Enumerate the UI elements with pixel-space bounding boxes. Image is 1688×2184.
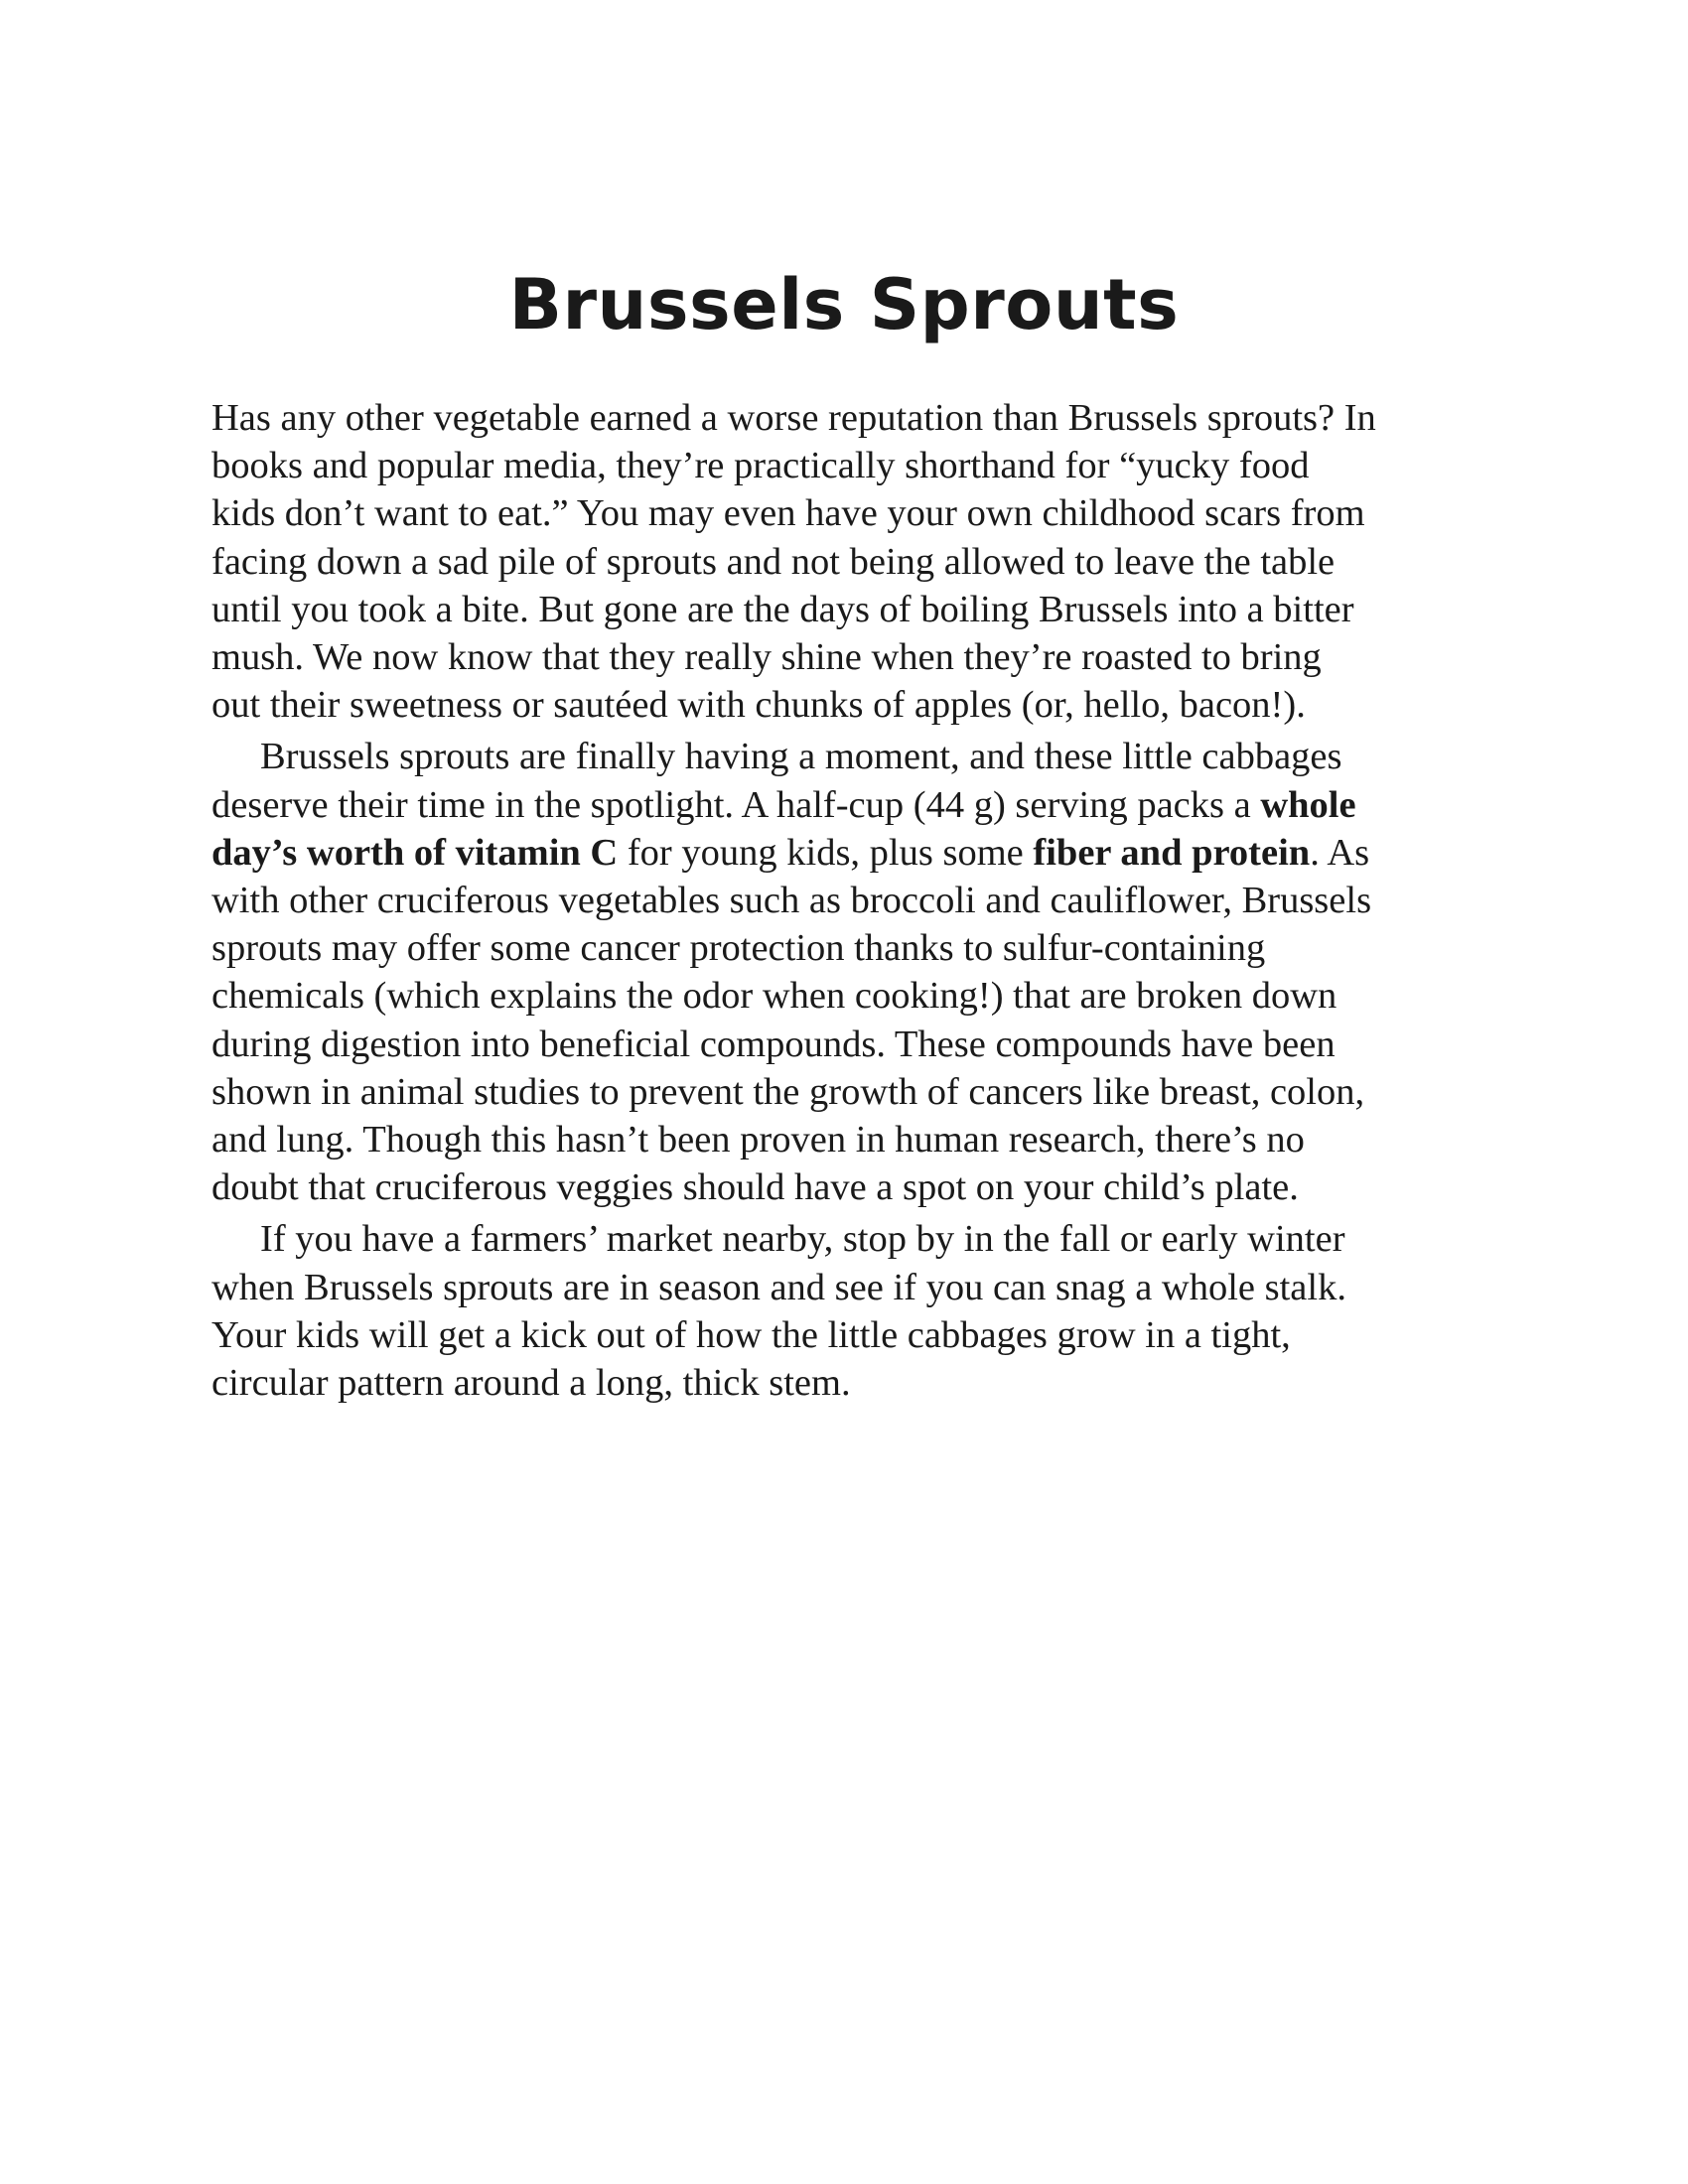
text-line: during digestion into beneficial compounds. These compounds have been: [211, 1023, 1336, 1065]
text-line: chemicals (which explains the odor when cooking!) that are broken down: [211, 975, 1337, 1018]
text-line: books and popular media, they’re practically shorthand for “yucky food: [211, 445, 1310, 487]
article-body: [211, 394, 1484, 1411]
text-line: until you took a bite. But gone are the days of boiling Brussels into a bitter: [211, 588, 1354, 630]
page-title: Brussels Sprouts: [508, 264, 1180, 345]
text-run: deserve their time in the spotlight. A half-cup (44 g) serving packs a: [211, 783, 1261, 826]
text-line: shown in animal studies to prevent the growth of cancers like breast, colon,: [211, 1070, 1365, 1113]
text-run: for young kids, plus some: [618, 831, 1034, 874]
text-line: Brussels sprouts are finally having a moment, and these little cabbages: [260, 736, 1342, 778]
text-line: with other cruciferous vegetables such as broccoli and cauliflower, Brussels: [211, 880, 1372, 922]
text-line: If you have a farmers’ market nearby, stop by in the fall or early winter: [260, 1218, 1345, 1261]
text-line: kids don’t want to eat.” You may even have your own childhood scars from: [211, 492, 1365, 535]
text-line: Has any other vegetable earned a worse reputation than Brussels sprouts? In: [211, 397, 1376, 439]
text-line: doubt that cruciferous veggies should have a spot on your child’s plate.: [211, 1166, 1299, 1209]
text-line: mush. We now know that they really shine when they’re roasted to bring: [211, 636, 1322, 679]
bold-run: whole: [1260, 783, 1356, 826]
paragraph-1: [211, 394, 1484, 729]
text-line: when Brussels sprouts are in season and see if you can snag a whole stalk.: [211, 1266, 1346, 1308]
text-line: Your kids will get a kick out of how the little cabbages grow in a tight,: [211, 1313, 1291, 1356]
text-line-mixed: [211, 781, 1484, 829]
bold-run: day’s worth of vitamin C: [211, 831, 619, 874]
paragraph-3: [211, 1215, 1484, 1407]
text-line: out their sweetness or sautéed with chunks of apples (or, hello, bacon!).: [211, 684, 1306, 727]
bold-run: fiber and protein: [1033, 831, 1311, 874]
paragraph-2: [211, 733, 1484, 1211]
text-run: . As: [1310, 831, 1370, 874]
text-line: sprouts may offer some cancer protection thanks to sulfur-containing: [211, 927, 1266, 970]
text-line: circular pattern around a long, thick stem.: [211, 1362, 851, 1405]
text-line: facing down a sad pile of sprouts and not being allowed to leave the table: [211, 540, 1336, 583]
text-line: and lung. Though this hasn’t been proven in human research, there’s no: [211, 1119, 1305, 1161]
text-line-mixed: [211, 829, 1484, 877]
